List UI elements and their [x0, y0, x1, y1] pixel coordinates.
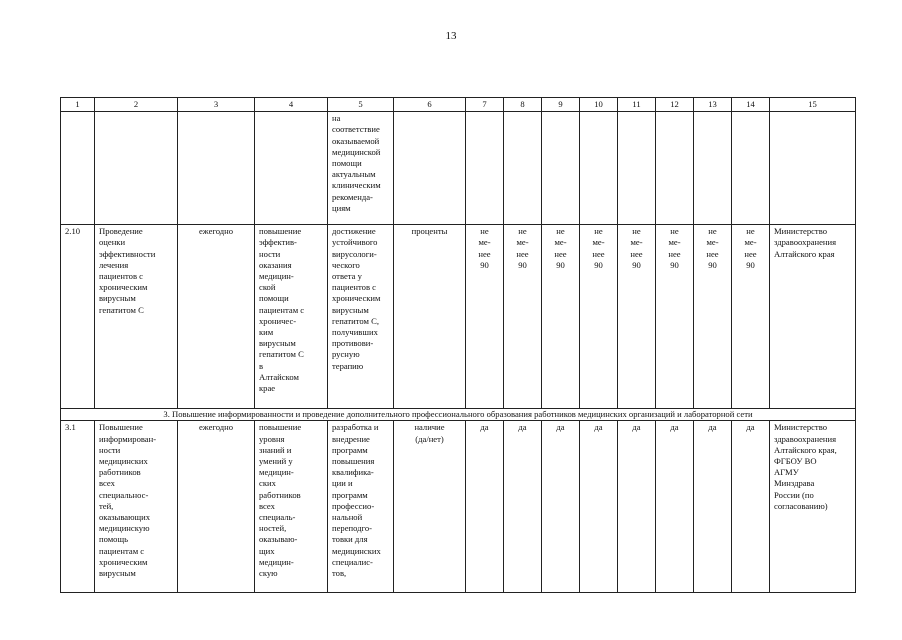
unit-cell: наличие (да/нет): [394, 421, 466, 593]
header-cell: 1: [61, 98, 95, 112]
value-cell: да: [694, 421, 732, 593]
goal-cell: повышение уровня знаний и умений у медицин- ских работников всех специаль- ностей, оказываю- щих медицин- скую: [255, 421, 328, 593]
table-row-2-10: [61, 225, 856, 409]
value-cell: не ме- нее 90: [656, 225, 694, 409]
header-cell: 15: [770, 98, 856, 112]
row-number: 2.10: [61, 225, 95, 409]
value-cell: не ме- нее 90: [618, 225, 656, 409]
value-cell: да: [542, 421, 580, 593]
header-cell: 2: [95, 98, 178, 112]
header-cell: 5: [328, 98, 394, 112]
row-number: 3.1: [61, 421, 95, 593]
responsible-cell: Министерство здравоохранения Алтайского края, ФГБОУ ВО АГМУ Минздрава России (по согласованию): [770, 421, 856, 593]
header-cell: 12: [656, 98, 694, 112]
indicator-cell: на соответствие оказываемой медицинской помощи актуальным клиническим рекоменда- циям: [328, 112, 394, 225]
value-cell: не ме- нее 90: [732, 225, 770, 409]
value-cell: не ме- нее 90: [466, 225, 504, 409]
responsible-cell: Министерство здравоохранения Алтайского края: [770, 225, 856, 409]
unit-cell: проценты: [394, 225, 466, 409]
activity-name: Повышение информирован- ности медицинских работников всех специальнос- тей, оказывающих медицинскую помощь пациентам с хроническим вирусным: [95, 421, 178, 593]
value-cell: да: [580, 421, 618, 593]
value-cell: да: [618, 421, 656, 593]
indicator-cell: достижение устойчивого вирусологи- ческого ответа у пациентов с хроническим вирусным гепатитом С, получивших противови- русную терапию: [328, 225, 394, 409]
period-cell: ежегодно: [178, 225, 255, 409]
indicator-cell: разработка и внедрение программ повышения квалифика- ции и программ профессио- нальной переподго- товки для медицинских специалис- тов,: [328, 421, 394, 593]
header-cell: 7: [466, 98, 504, 112]
section-title: 3. Повышение информированности и проведение дополнительного профессионального образования работников медицинских организаций и лабораторной сети: [61, 409, 856, 421]
value-cell: не ме- нее 90: [542, 225, 580, 409]
program-table: [60, 97, 856, 593]
value-cell: да: [732, 421, 770, 593]
header-cell: 3: [178, 98, 255, 112]
header-cell: 10: [580, 98, 618, 112]
header-cell: 8: [504, 98, 542, 112]
value-cell: да: [504, 421, 542, 593]
header-cell: 14: [732, 98, 770, 112]
table-row-3-1: [61, 421, 856, 593]
value-cell: да: [656, 421, 694, 593]
header-cell: 4: [255, 98, 328, 112]
section-row: [61, 409, 856, 421]
value-cell: не ме- нее 90: [504, 225, 542, 409]
table-row-continuation: [61, 112, 856, 225]
period-cell: ежегодно: [178, 421, 255, 593]
value-cell: не ме- нее 90: [580, 225, 618, 409]
header-row: [61, 98, 856, 112]
header-cell: 6: [394, 98, 466, 112]
goal-cell: повышение эффектив- ности оказания медицин- ской помощи пациентам с хроничес- ким вирусным гепатитом С в Алтайском крае: [255, 225, 328, 409]
header-cell: 13: [694, 98, 732, 112]
page-number: 13: [445, 30, 457, 42]
activity-name: Проведение оценки эффективности лечения пациентов с хроническим вирусным гепатитом С: [95, 225, 178, 409]
header-cell: 9: [542, 98, 580, 112]
value-cell: не ме- нее 90: [694, 225, 732, 409]
header-cell: 11: [618, 98, 656, 112]
value-cell: да: [466, 421, 504, 593]
